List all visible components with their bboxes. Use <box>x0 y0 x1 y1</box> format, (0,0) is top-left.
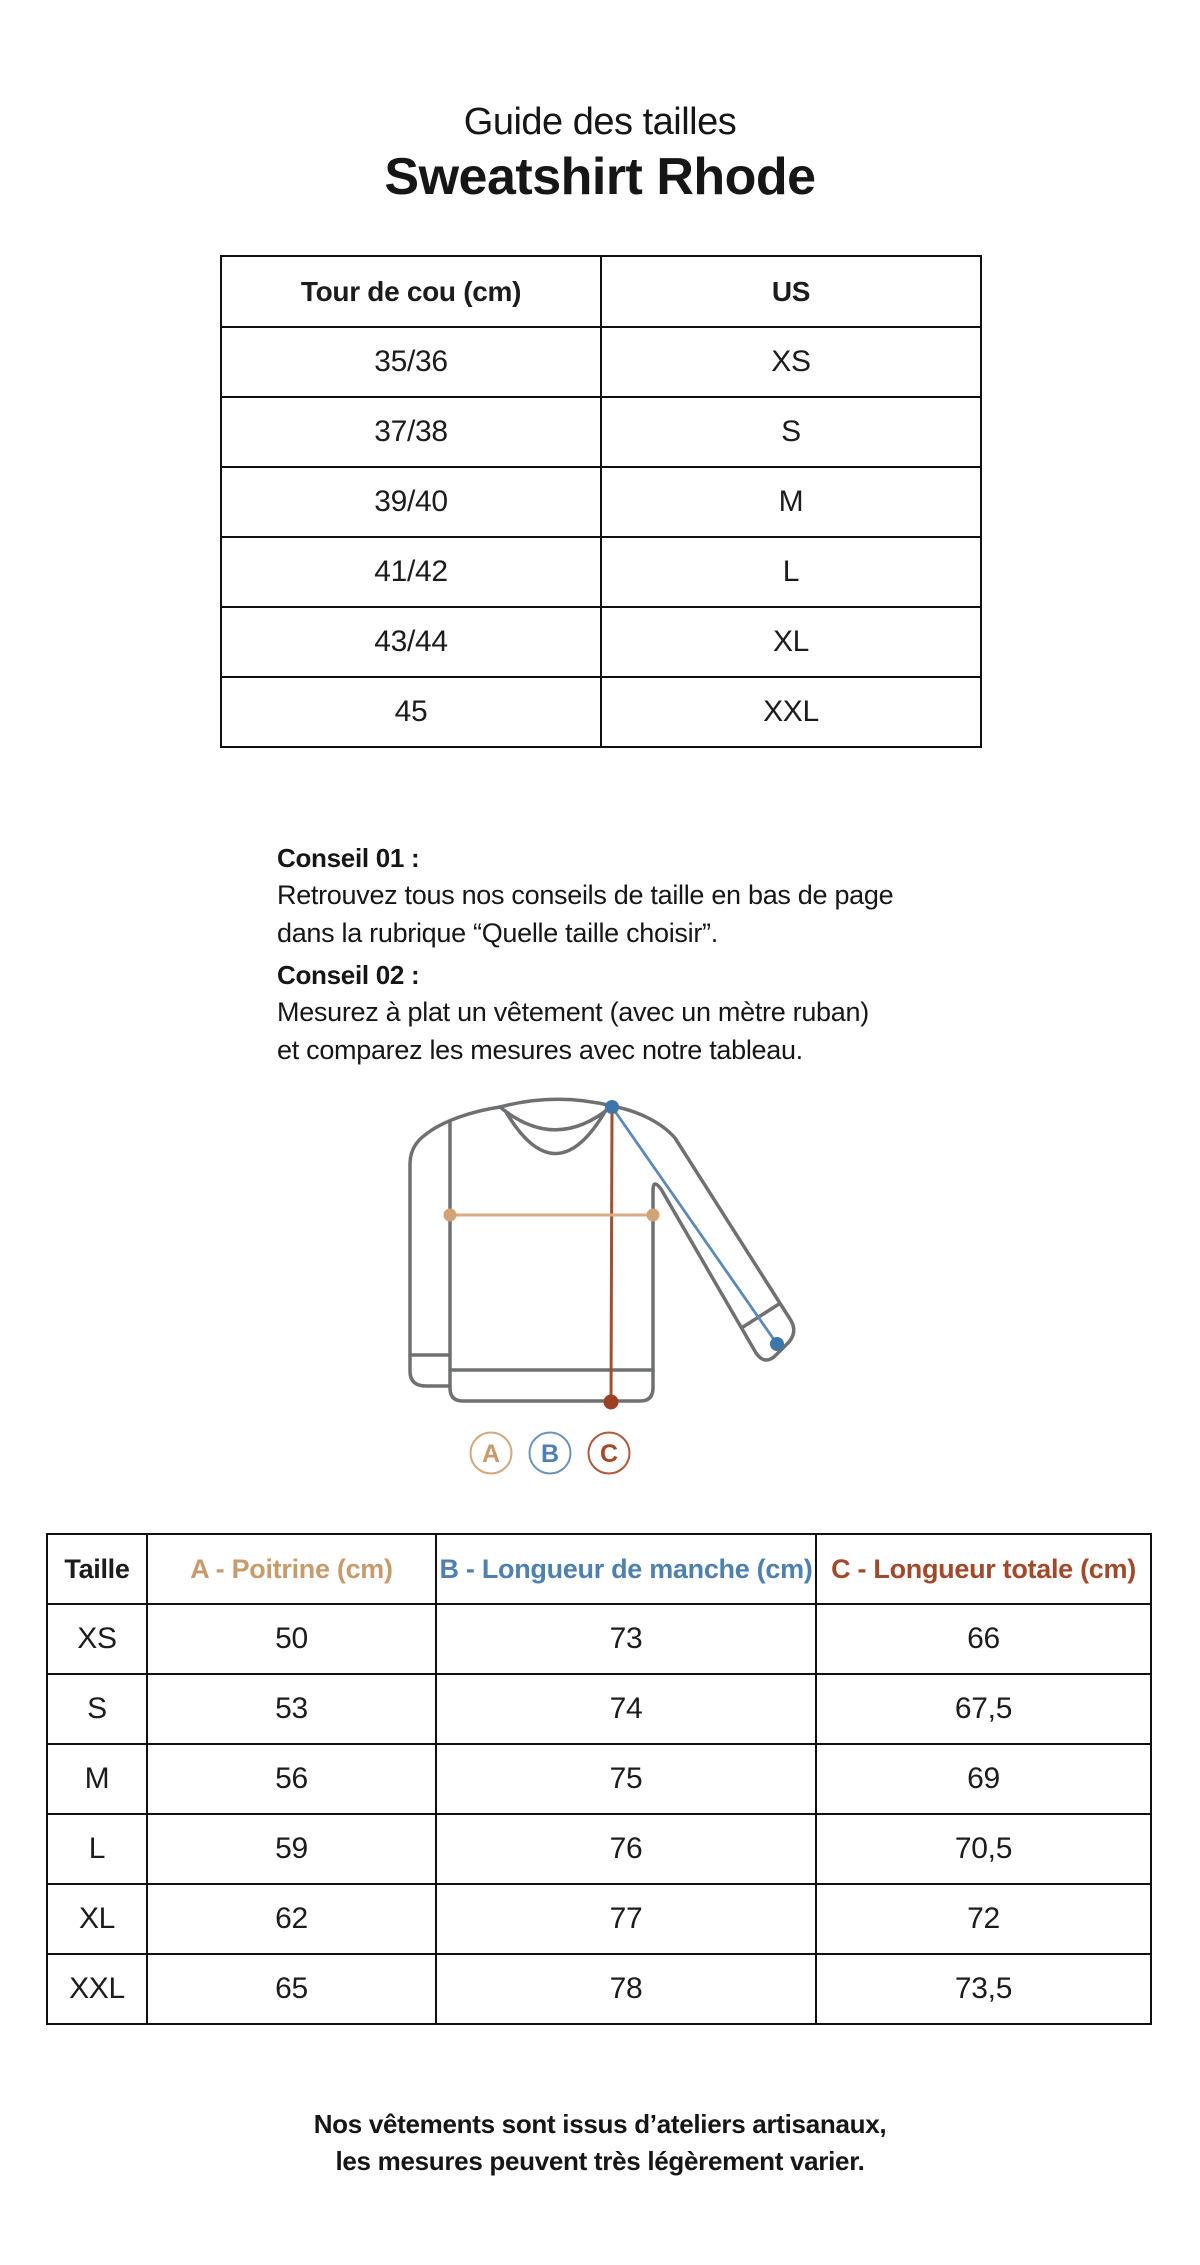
tip-text-line: Retrouvez tous nos conseils de taille en bas de page <box>277 880 894 910</box>
neck-value: 41/42 <box>221 537 601 607</box>
sleeve-value: 74 <box>436 1674 816 1744</box>
length-measure-line-c <box>611 1110 612 1401</box>
size-value: XXL <box>47 1954 147 2024</box>
sleeve-value: 73 <box>436 1604 816 1674</box>
left-sleeve-outline <box>410 1107 500 1386</box>
sleeve-col-header: B - Longueur de manche (cm) <box>436 1534 816 1604</box>
chest-value: 50 <box>147 1604 436 1674</box>
us-size-value: XXL <box>601 677 981 747</box>
length-col-header: C - Longueur totale (cm) <box>816 1534 1151 1604</box>
sleeve-value: 77 <box>436 1884 816 1954</box>
table-row <box>47 1744 1151 1814</box>
table-row <box>47 1814 1151 1884</box>
length-value: 69 <box>816 1744 1151 1814</box>
size-value: L <box>47 1814 147 1884</box>
tip-heading: Conseil 02 : <box>277 960 420 990</box>
note-line: les mesures peuvent très légèrement varier. <box>335 2146 865 2176</box>
chest-value: 53 <box>147 1674 436 1744</box>
tip-conseil-02 <box>277 958 917 1068</box>
label-letter-c: C <box>599 1440 619 1468</box>
collar-band-inner <box>506 1110 606 1154</box>
artisanal-note <box>0 2106 1200 2180</box>
chest-dot-right <box>647 1209 660 1222</box>
guide-subtitle: Guide des tailles <box>463 101 737 143</box>
neck-col-header: Tour de cou (cm) <box>221 256 601 327</box>
table-row <box>47 1604 1151 1674</box>
tip-text-line: et comparez les mesures avec notre tableau. <box>277 1035 803 1065</box>
sleeve-dot-top <box>605 1100 619 1114</box>
note-line: Nos vêtements sont issus d’ateliers artisanaux, <box>313 2109 887 2139</box>
table-row <box>221 677 981 747</box>
sleeve-measure-line-b <box>612 1107 777 1344</box>
table-row <box>221 607 981 677</box>
tip-heading: Conseil 01 : <box>277 843 420 873</box>
tip-text-line: Mesurez à plat un vêtement (avec un mètre ruban) <box>277 997 869 1027</box>
neck-value: 39/40 <box>221 467 601 537</box>
chest-value: 62 <box>147 1884 436 1954</box>
size-col-header: Taille <box>47 1534 147 1604</box>
us-size-value: L <box>601 537 981 607</box>
size-value: S <box>47 1674 147 1744</box>
right-cuff-line <box>743 1304 779 1327</box>
neck-size-table <box>220 255 982 748</box>
chest-dot-left <box>444 1209 457 1222</box>
us-size-value: M <box>601 467 981 537</box>
product-title: Sweatshirt Rhode <box>384 148 816 206</box>
tip-conseil-01 <box>277 841 917 951</box>
measurements-table <box>46 1533 1152 2025</box>
size-value: M <box>47 1744 147 1814</box>
length-value: 67,5 <box>816 1674 1151 1744</box>
table-row <box>47 1954 1151 2024</box>
sleeve-value: 78 <box>436 1954 816 2024</box>
table-row <box>221 327 981 397</box>
label-letter-a: A <box>481 1440 501 1468</box>
sleeve-dot-bottom <box>770 1337 784 1351</box>
length-value: 66 <box>816 1604 1151 1674</box>
size-value: XS <box>47 1604 147 1674</box>
us-size-value: XS <box>601 327 981 397</box>
tip-text-line: dans la rubrique “Quelle taille choisir”. <box>277 918 718 948</box>
chest-value: 65 <box>147 1954 436 2024</box>
label-letter-b: B <box>540 1440 560 1468</box>
neck-value: 45 <box>221 677 601 747</box>
length-dot-bottom <box>604 1395 619 1410</box>
chest-value: 56 <box>147 1744 436 1814</box>
size-value: XL <box>47 1884 147 1954</box>
chest-col-header: A - Poitrine (cm) <box>147 1534 436 1604</box>
us-size-value: S <box>601 397 981 467</box>
sleeve-value: 76 <box>436 1814 816 1884</box>
us-size-value: XL <box>601 607 981 677</box>
neck-table-header-row <box>221 256 981 327</box>
table-row <box>47 1884 1151 1954</box>
sleeve-value: 75 <box>436 1744 816 1814</box>
length-value: 73,5 <box>816 1954 1151 2024</box>
table-row <box>221 537 981 607</box>
sweatshirt-outline <box>410 1099 794 1401</box>
table-row <box>221 467 981 537</box>
measure-table-header-row <box>47 1534 1151 1604</box>
us-col-header: US <box>601 256 981 327</box>
table-row <box>47 1674 1151 1744</box>
sweatshirt-measurement-diagram <box>370 1058 850 1478</box>
length-value: 70,5 <box>816 1814 1151 1884</box>
neck-value: 37/38 <box>221 397 601 467</box>
chest-value: 59 <box>147 1814 436 1884</box>
measure-legend <box>471 1433 630 1474</box>
body-and-right-sleeve-outline <box>450 1106 794 1401</box>
neck-value: 35/36 <box>221 327 601 397</box>
length-value: 72 <box>816 1884 1151 1954</box>
collar-top-edge <box>500 1099 612 1107</box>
table-row <box>221 397 981 467</box>
neck-value: 43/44 <box>221 607 601 677</box>
